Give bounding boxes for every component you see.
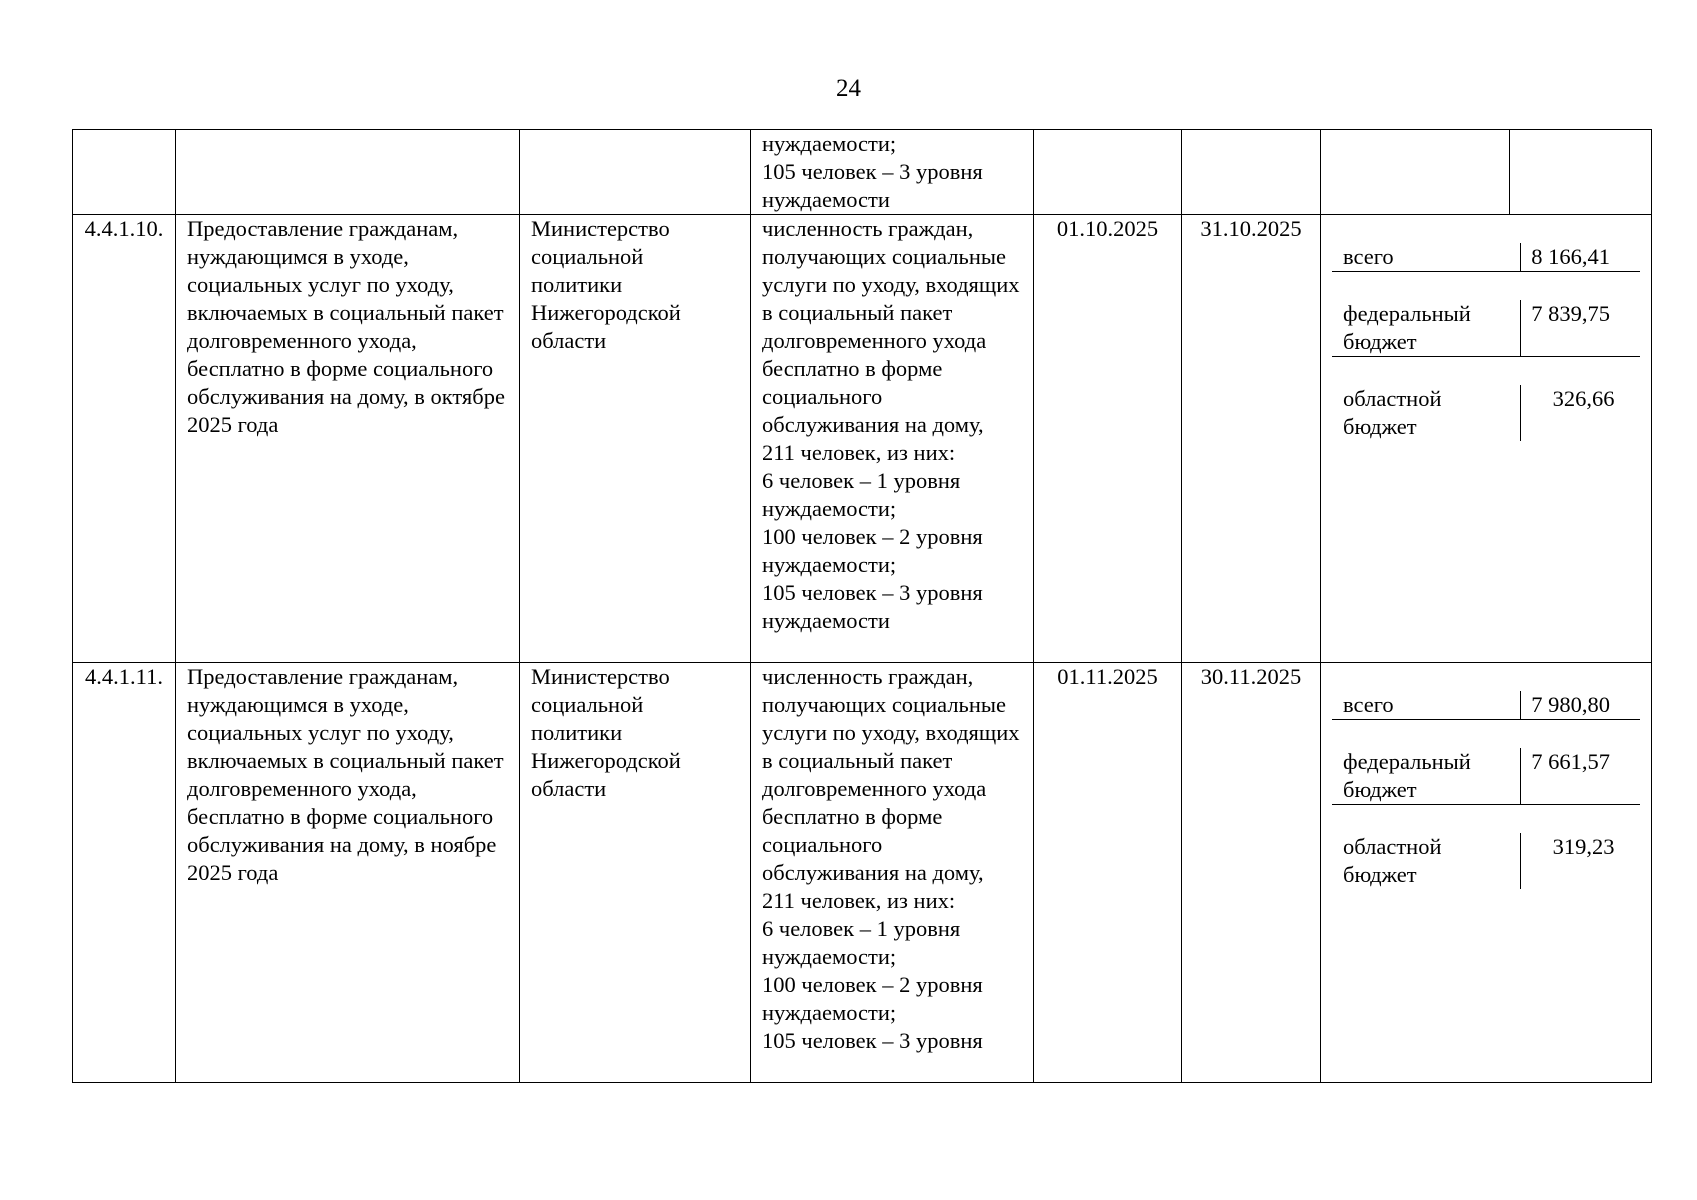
finance-row-total (1332, 243, 1640, 272)
finance-label: всего (1332, 691, 1521, 719)
finance-label: областной бюджет (1332, 385, 1521, 441)
row-number: 4.4.1.11. (73, 663, 176, 1083)
finance-label: федеральный бюджет (1332, 748, 1521, 804)
finance-value: 319,23 (1552, 834, 1615, 859)
cell-empty (73, 130, 176, 215)
table-row (73, 215, 1652, 663)
finance-row-regional (1332, 833, 1640, 889)
event-description: Предоставление гражданам, нуждающимся в уходе, социальных услуг по уходу, включаемых в социальный пакет долговременного ухода, бесплатно в форме социального обслуживания на дому, в октябре 2025 года (176, 215, 520, 663)
finance-row-federal (1332, 748, 1640, 805)
event-description: Предоставление гражданам, нуждающимся в уходе, социальных услуг по уходу, включаемых в социальный пакет долговременного ухода, бесплатно в форме социального обслуживания на дому, в ноябре 2025 года (176, 663, 520, 1083)
table-row (73, 663, 1652, 1083)
finance-value: 7 839,75 (1531, 301, 1610, 326)
finance-block (1321, 663, 1652, 1083)
finance-value: 7 661,57 (1531, 749, 1610, 774)
continuation-indicator-text: нуждаемости; 105 человек – 3 уровня нуждаемости (751, 130, 1034, 215)
finance-label: областной бюджет (1332, 833, 1521, 889)
end-date: 31.10.2025 (1182, 215, 1321, 663)
page-number: 24 (836, 75, 861, 102)
finance-row-regional (1332, 385, 1640, 441)
finance-label: всего (1332, 243, 1521, 271)
end-date: 30.11.2025 (1182, 663, 1321, 1083)
finance-value: 326,66 (1552, 386, 1615, 411)
cell-empty (1510, 130, 1652, 215)
finance-row-total (1332, 691, 1640, 720)
finance-row-federal (1332, 300, 1640, 357)
executor: Министерство социальной политики Нижегородской области (520, 215, 751, 663)
finance-value: 7 980,80 (1531, 692, 1610, 717)
cell-empty (1182, 130, 1321, 215)
finance-label: федеральный бюджет (1332, 300, 1521, 356)
cell-empty (1034, 130, 1182, 215)
indicator-text: численность граждан, получающих социальные услуги по уходу, входящих в социальный пакет долговременного ухода бесплатно в форме социального обслуживания на дому, 211 человек, из них: 6 человек – 1 уровня нуждаемости; 100 человек – 2 уровня нуждаемости; 105 человек – 3 уровня (751, 663, 1034, 1083)
indicator-text: численность граждан, получающих социальные услуги по уходу, входящих в социальный пакет долговременного ухода бесплатно в форме социального обслуживания на дому, 211 человек, из них: 6 человек – 1 уровня нуждаемости; 100 человек – 2 уровня нуждаемости; 105 человек – 3 уровня нуждаемости (751, 215, 1034, 663)
row-number: 4.4.1.10. (73, 215, 176, 663)
start-date: 01.11.2025 (1034, 663, 1182, 1083)
cell-empty (176, 130, 520, 215)
cell-empty (1321, 130, 1510, 215)
measures-table (72, 129, 1652, 1083)
executor: Министерство социальной политики Нижегородской области (520, 663, 751, 1083)
cell-empty (520, 130, 751, 215)
continuation-row (73, 130, 1652, 215)
start-date: 01.10.2025 (1034, 215, 1182, 663)
finance-block (1321, 215, 1652, 663)
finance-value: 8 166,41 (1531, 244, 1610, 269)
